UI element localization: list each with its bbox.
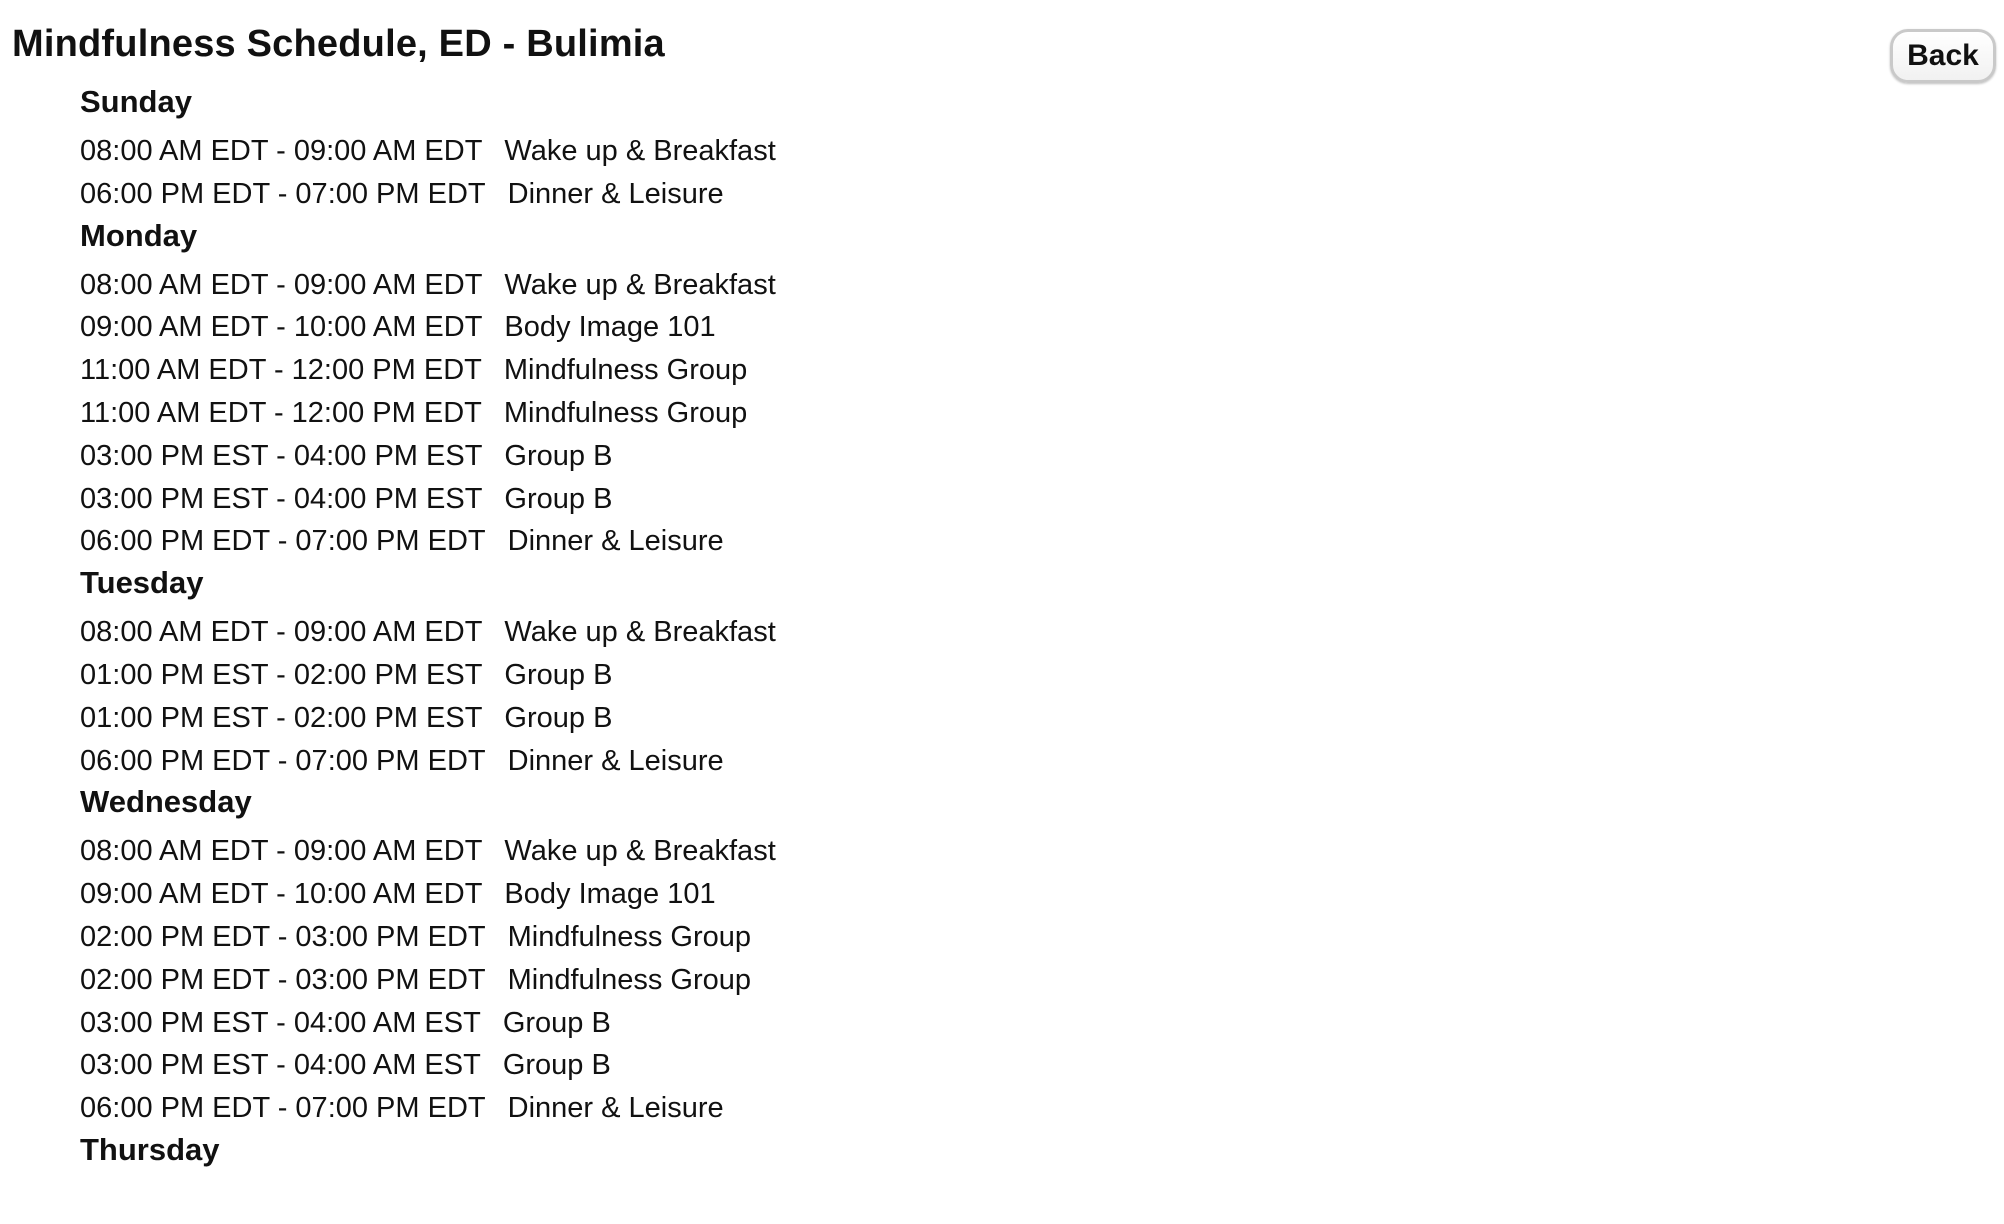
event-row [80,1002,1280,1045]
event-row [80,435,1280,478]
event-time: 06:00 PM EDT - 07:00 PM EDT [80,1092,486,1125]
event-time: 02:00 PM EDT - 03:00 PM EDT [80,920,486,953]
event-title: Body Image 101 [504,878,716,911]
event-title: Wake up & Breakfast [504,835,776,868]
event-row [80,306,1280,349]
event-time: 03:00 PM EST - 04:00 AM EST [80,1006,481,1039]
event-row [80,130,1280,173]
day-heading: Thursday [80,1131,220,1167]
event-list [80,611,1280,782]
event-title: Group B [504,701,613,734]
event-time: 08:00 AM EDT - 09:00 AM EDT [80,135,483,167]
event-time: 03:00 PM EST - 04:00 PM EST [80,439,483,472]
event-row [80,740,1280,783]
event-row [80,520,1280,563]
event-time: 08:00 AM EDT - 09:00 AM EDT [80,616,483,649]
event-time: 03:00 PM EST - 04:00 PM EST [80,482,483,515]
event-title: Group B [502,1006,611,1039]
day-heading: Wednesday [80,784,252,820]
event-time: 11:00 AM EDT - 12:00 PM EDT [80,354,482,387]
day-section [80,82,1280,216]
event-title: Mindfulness Group [503,396,748,429]
event-row [80,611,1280,654]
day-heading: Sunday [80,84,192,119]
event-row [80,392,1280,435]
event-title: Body Image 101 [504,311,716,344]
day-section [80,782,1280,1130]
event-title: Mindfulness Group [507,920,752,953]
event-title: Dinner & Leisure [507,525,724,558]
event-list [80,830,1280,1130]
event-time: 09:00 AM EDT - 10:00 AM EDT [80,878,483,911]
day-heading: Monday [80,217,198,253]
event-row [80,873,1280,916]
event-time: 01:00 PM EST - 02:00 PM EST [80,701,483,734]
event-time: 06:00 PM EDT - 07:00 PM EDT [80,525,486,558]
event-title: Wake up & Breakfast [504,135,776,167]
event-list [80,264,1280,564]
event-time: 08:00 AM EDT - 09:00 AM EDT [80,835,483,868]
event-time: 09:00 AM EDT - 10:00 AM EDT [80,311,483,344]
day-heading: Tuesday [80,565,204,601]
event-row [80,1044,1280,1087]
event-time: 03:00 PM EST - 04:00 AM EST [80,1049,481,1082]
event-title: Wake up & Breakfast [504,268,776,301]
event-title: Dinner & Leisure [507,744,724,777]
event-title: Wake up & Breakfast [504,616,776,649]
event-time: 02:00 PM EDT - 03:00 PM EDT [80,963,486,996]
event-row [80,264,1280,307]
event-time: 06:00 PM EDT - 07:00 PM EDT [80,744,486,777]
event-time: 08:00 AM EDT - 09:00 AM EDT [80,268,483,301]
back-button[interactable]: Back [1890,29,1996,83]
event-title: Dinner & Leisure [507,177,724,210]
event-row [80,697,1280,740]
event-list [80,130,1280,216]
event-row [80,830,1280,873]
day-section [80,216,1280,564]
schedule-list [80,82,1280,1178]
event-row [80,654,1280,697]
day-section [80,563,1280,782]
event-title: Group B [502,1049,611,1082]
event-time: 01:00 PM EST - 02:00 PM EST [80,658,483,691]
event-title: Group B [504,439,613,472]
event-row [80,1087,1280,1130]
event-title: Mindfulness Group [507,963,752,996]
event-row [80,916,1280,959]
event-row [80,349,1280,392]
day-section [80,1130,1280,1170]
event-title: Dinner & Leisure [507,1092,724,1125]
event-title: Mindfulness Group [503,354,748,387]
event-time: 06:00 PM EDT - 07:00 PM EDT [80,177,486,210]
event-title: Group B [504,658,613,691]
event-time: 11:00 AM EDT - 12:00 PM EDT [80,396,482,429]
page-title: Mindfulness Schedule, ED - Bulimia [12,23,665,65]
event-row [80,959,1280,1002]
event-row [80,478,1280,521]
event-row [80,173,1280,216]
event-title: Group B [504,482,613,515]
